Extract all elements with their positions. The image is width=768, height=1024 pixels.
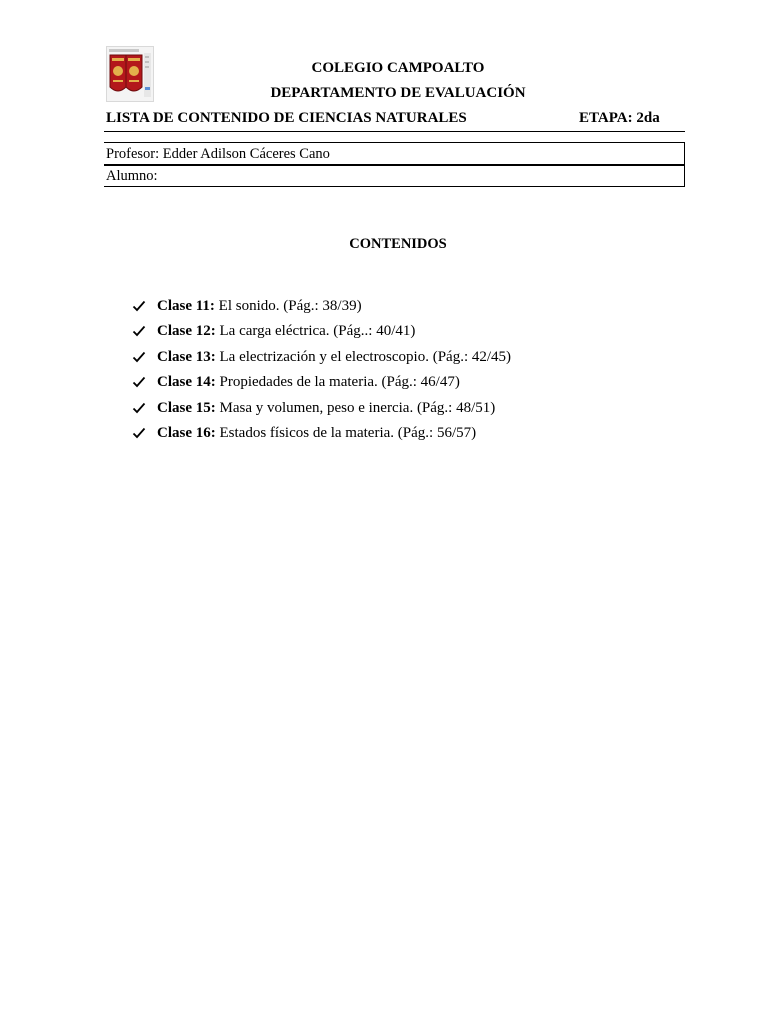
list-item [132,372,511,397]
header-divider [104,131,685,132]
contents-heading: CONTENIDOS [349,236,447,252]
list-item [132,347,511,372]
class-description: La carga eléctrica. (Pág..: 40/41) [215,323,416,340]
list-item [132,296,511,321]
list-title: LISTA DE CONTENIDO DE CIENCIAS NATURALES [106,110,467,126]
checkmark-icon [132,426,146,440]
alumno-field: Alumno: [106,168,158,184]
checkmark-icon [132,299,146,313]
list-item [132,423,511,448]
list-item [132,321,511,346]
class-label: Clase 15: [157,399,216,416]
checkmark-icon [132,375,146,389]
info-table-divider [104,164,685,166]
contents-list [132,296,511,448]
class-label: Clase 14: [157,374,216,391]
class-description: Masa y volumen, peso e inercia. (Pág.: 48/51) [215,399,496,416]
school-crest [106,46,154,102]
checkmark-icon [132,401,146,415]
stage-label: ETAPA: 2da [579,110,660,126]
profesor-field: Profesor: Edder Adilson Cáceres Cano [106,146,330,162]
class-label: Clase 13: [157,348,216,365]
class-description: Propiedades de la materia. (Pág.: 46/47) [215,374,460,391]
school-name: COLEGIO CAMPOALTO [311,60,485,76]
class-description: El sonido. (Pág.: 38/39) [214,298,362,314]
class-label: Clase 16: [157,424,216,441]
class-label: Clase 11: [157,298,215,314]
checkmark-icon [132,324,146,338]
school-crest-icon [107,47,153,101]
department-title: DEPARTAMENTO DE EVALUACIÓN [270,85,526,101]
list-item [132,398,511,423]
class-description: La electrización y el electroscopio. (Pág.: 42/45) [215,348,512,365]
class-label: Clase 12: [157,323,216,340]
class-description: Estados físicos de la materia. (Pág.: 56/57) [215,424,477,441]
checkmark-icon [132,350,146,364]
info-table [104,142,685,187]
